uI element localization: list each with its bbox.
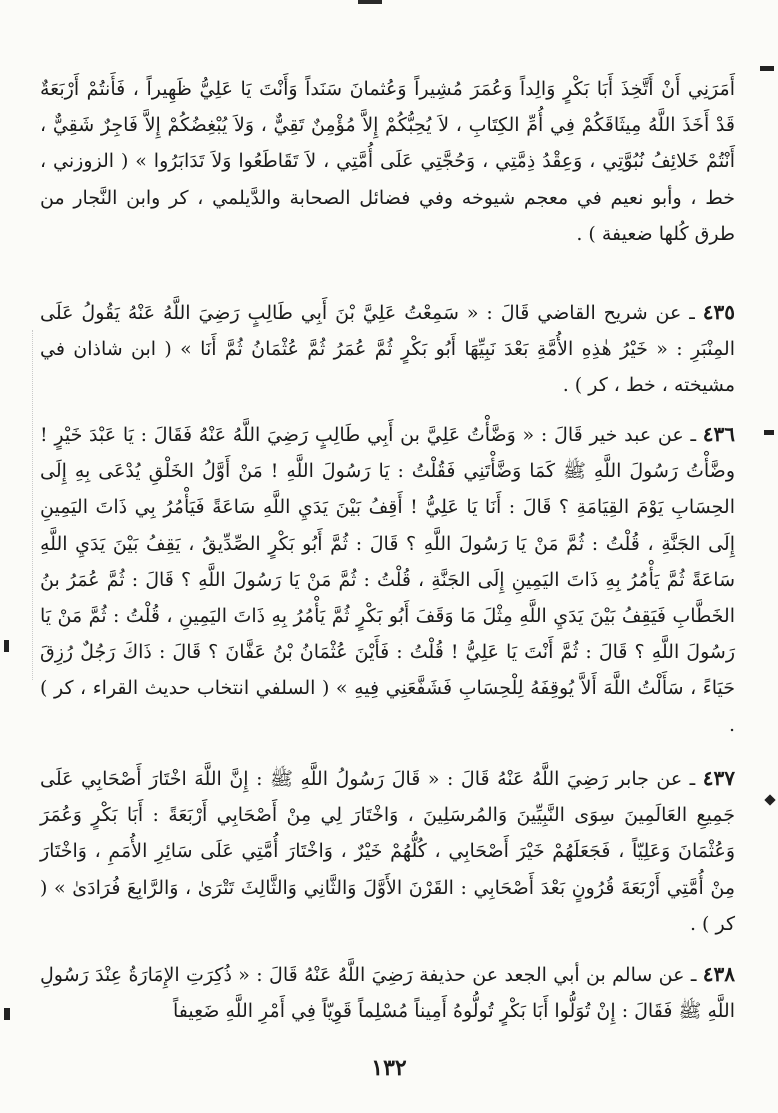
hadith-paragraph (40, 760, 735, 942)
page-body (40, 70, 735, 1060)
top-rule (358, 0, 382, 4)
hadith-text: ـ عن جابر رَضِيَ اللَّهُ عَنْهُ قَالَ : « قَالَ رَسُولُ اللَّهِ ﷺ : إِنَّ اللَّهَ اخْتَارَ أَصْحَابِي عَلَى جَمِيعِ العَالَمِينَ سِوَى النَّبِيِّينَ وَالمُرسَلِينَ ، وَاخْتَارَ لِي مِنْ أَصْحَابِي أَرْبَعَةً : أَبَا بَكْرٍ وَعُمَرَ وَعُثْمَانَ وَعَلِيّاً ، فَجَعَلَهُمْ خَيْرَ أَصْحَابِي ، كُلُّهُمْ خَيْرٌ ، وَاخْتَارَ أُمَّتِي عَلَى سَائِرِ الأُمَمِ ، وَاخْتَارَ مِنْ أُمَّتِي أَرْبَعَةَ قُرُونٍ بَعْدَ أَصْحَابِي : القَرْنَ الأَوَّلَ وَالثَّانِي وَالثَّالِثَ تَتْرَىٰ ، وَالرَّابِعَ فُرَادَىٰ » ( كر ) . (40, 768, 735, 935)
hadith-text: أَمَرَنِي أَنْ أَتَّخِذَ أَبَا بَكْرٍ وَالِداً وَعُمَرَ مُشِيراً وَعُثمانَ سَنَداً وَأَنْتَ يَا عَلِيُّ ظَهِيراً ، فَأَنتُمْ أَرْبَعَةٌ قَدْ أَخَذَ اللَّهُ مِيثَاقَكُمْ فِي أُمِّ الكِتَابِ ، لاَ يُحِبُّكُمْ إِلاَّ مُؤْمِنٌ تَقِيٌّ ، وَلاَ يُبْغِضُكُمْ إِلاَّ فَاجِرٌ شَقِيٌّ ، أَنْتُمْ خَلائِفُ نُبُوَّتِي ، وَعِقْدُ ذِمَّتِي ، وَحُجَّتِي عَلَى أُمَّتِي ، لاَ تَقَاطَعُوا وَلاَ تَدَابَرُوا » ( الزوزني ، خط ، وأبو نعيم في معجم شيوخه وفي فضائل الصحابة والدَّيلمي ، كر وابن النَّجار من طرق كُلها ضعيفة ) . (40, 78, 735, 245)
hadith-text: ـ عن عبد خير قَالَ : « وَضَّأْتُ عَلِيَّ بن أَبِي طَالِبٍ رَضِيَ اللَّهُ عَنْهُ فَقَالَ : يَا عَبْدَ خَيْرٍ ! وضَّأْتُ رَسُولَ اللَّهِ ﷺ كَمَا وَضَّأْتَنِي فَقُلْتُ : يَا رَسُولَ اللَّهِ ! مَنْ أَوَّلُ الخَلْقِ يُدْعَى بِهِ إِلَى الحِسَابِ يَوْمَ القِيَامَةِ ؟ قَالَ : أَنَا يَا عَلِيُّ ! أَقِفُ بَيْنَ يَدَيِ اللَّهِ سَاعَةً فَيَأْمُرُ بِي ذَاتَ اليَمِينِ إِلَى الجَنَّةِ ، قُلْتُ : ثُمَّ مَنْ يَا رَسُولَ اللَّهِ ؟ قَالَ : ثُمَّ أَبُو بَكْرٍ الصِّدِّيقُ ، يَقِفُ بَيْنَ يَدَيِ اللَّهِ سَاعَةً ثُمَّ يَأْمُرُ بِهِ ذَاتَ اليَمِينِ إِلَى الجَنَّةِ ، قُلْتُ : ثُمَّ مَنْ يَا رَسُولَ اللَّهِ ؟ قَالَ : ثُمَّ عُمَرُ بنُ الخَطَّابِ فَيَقِفُ بَيْنَ يَدَيِ اللَّهِ مِثْلَ مَا وَقَفَ أَبُو بَكْرٍ ثُمَّ يَأْمُرُ بِهِ ذَاتَ اليَمِينِ ، قُلْتُ : ثُمَّ مَنْ يَا رَسُولَ اللَّهِ ؟ قَالَ : ثُمَّ أَنْتَ يَا عَلِيُّ ! قُلْتُ : فَأَيْنَ عُثْمَانُ بْنُ عَفَّانَ ؟ قَالَ : ذَاكَ رَجُلٌ رُزِقَ حَيَاءً ، سَأَلْتُ اللَّهَ أَلاَّ يُوقِفَهُ لِلْحِسَابِ فَشَفَّعَنِي فِيهِ » ( السلفي انتخاب حديث القراء ، كر ) . (40, 424, 735, 736)
hadith-text: ـ عن سالم بن أبي الجعد عن حذيفة رَضِيَ اللَّهُ عَنْهُ قَالَ : « ذُكِرَتِ الإِمَارَةُ عِنْدَ رَسُولِ اللَّهِ ﷺ فَقَالَ : إِنْ تُوَلُّوا أَبَا بَكْرٍ تُولُّوهُ أَمِيناً مُسْلِماً قَوِيّاً فِي أَمْرِ اللَّهِ ضَعِيفاً (40, 964, 735, 1023)
page-number: ١٣٢ (371, 1055, 407, 1081)
margin-mark (760, 66, 774, 71)
hadith-paragraph (40, 294, 735, 404)
hadith-number: ٤٣٧ (702, 766, 736, 790)
margin-mark (4, 640, 9, 652)
scan-artifact-line (32, 330, 34, 680)
hadith-number: ٤٣٨ (702, 962, 735, 986)
margin-mark (764, 794, 775, 805)
margin-mark (764, 430, 774, 435)
hadith-text: ـ عن شريح القاضي قَالَ : « سَمِعْتُ عَلِيَّ بْنَ أَبِي طَالِبٍ رَضِيَ اللَّهُ عَنْهُ يَقُولُ عَلَى المِنْبَرِ : « خَيْرُ هٰذِهِ الأُمَّةِ بَعْدَ نَبِيِّهَا أَبُو بَكْرٍ ثُمَّ عُمَرُ ثُمَّ عُثْمَانُ ثُمَّ أَنَا » ( ابن شاذان في مشيخته ، خط ، كر ) . (40, 302, 735, 397)
hadith-number: ٤٣٥ (702, 300, 735, 324)
hadith-paragraph (40, 416, 735, 746)
hadith-paragraph (40, 70, 735, 288)
margin-mark (4, 1008, 10, 1020)
hadith-paragraph (40, 956, 735, 1036)
hadith-number: ٤٣٦ (702, 422, 735, 446)
